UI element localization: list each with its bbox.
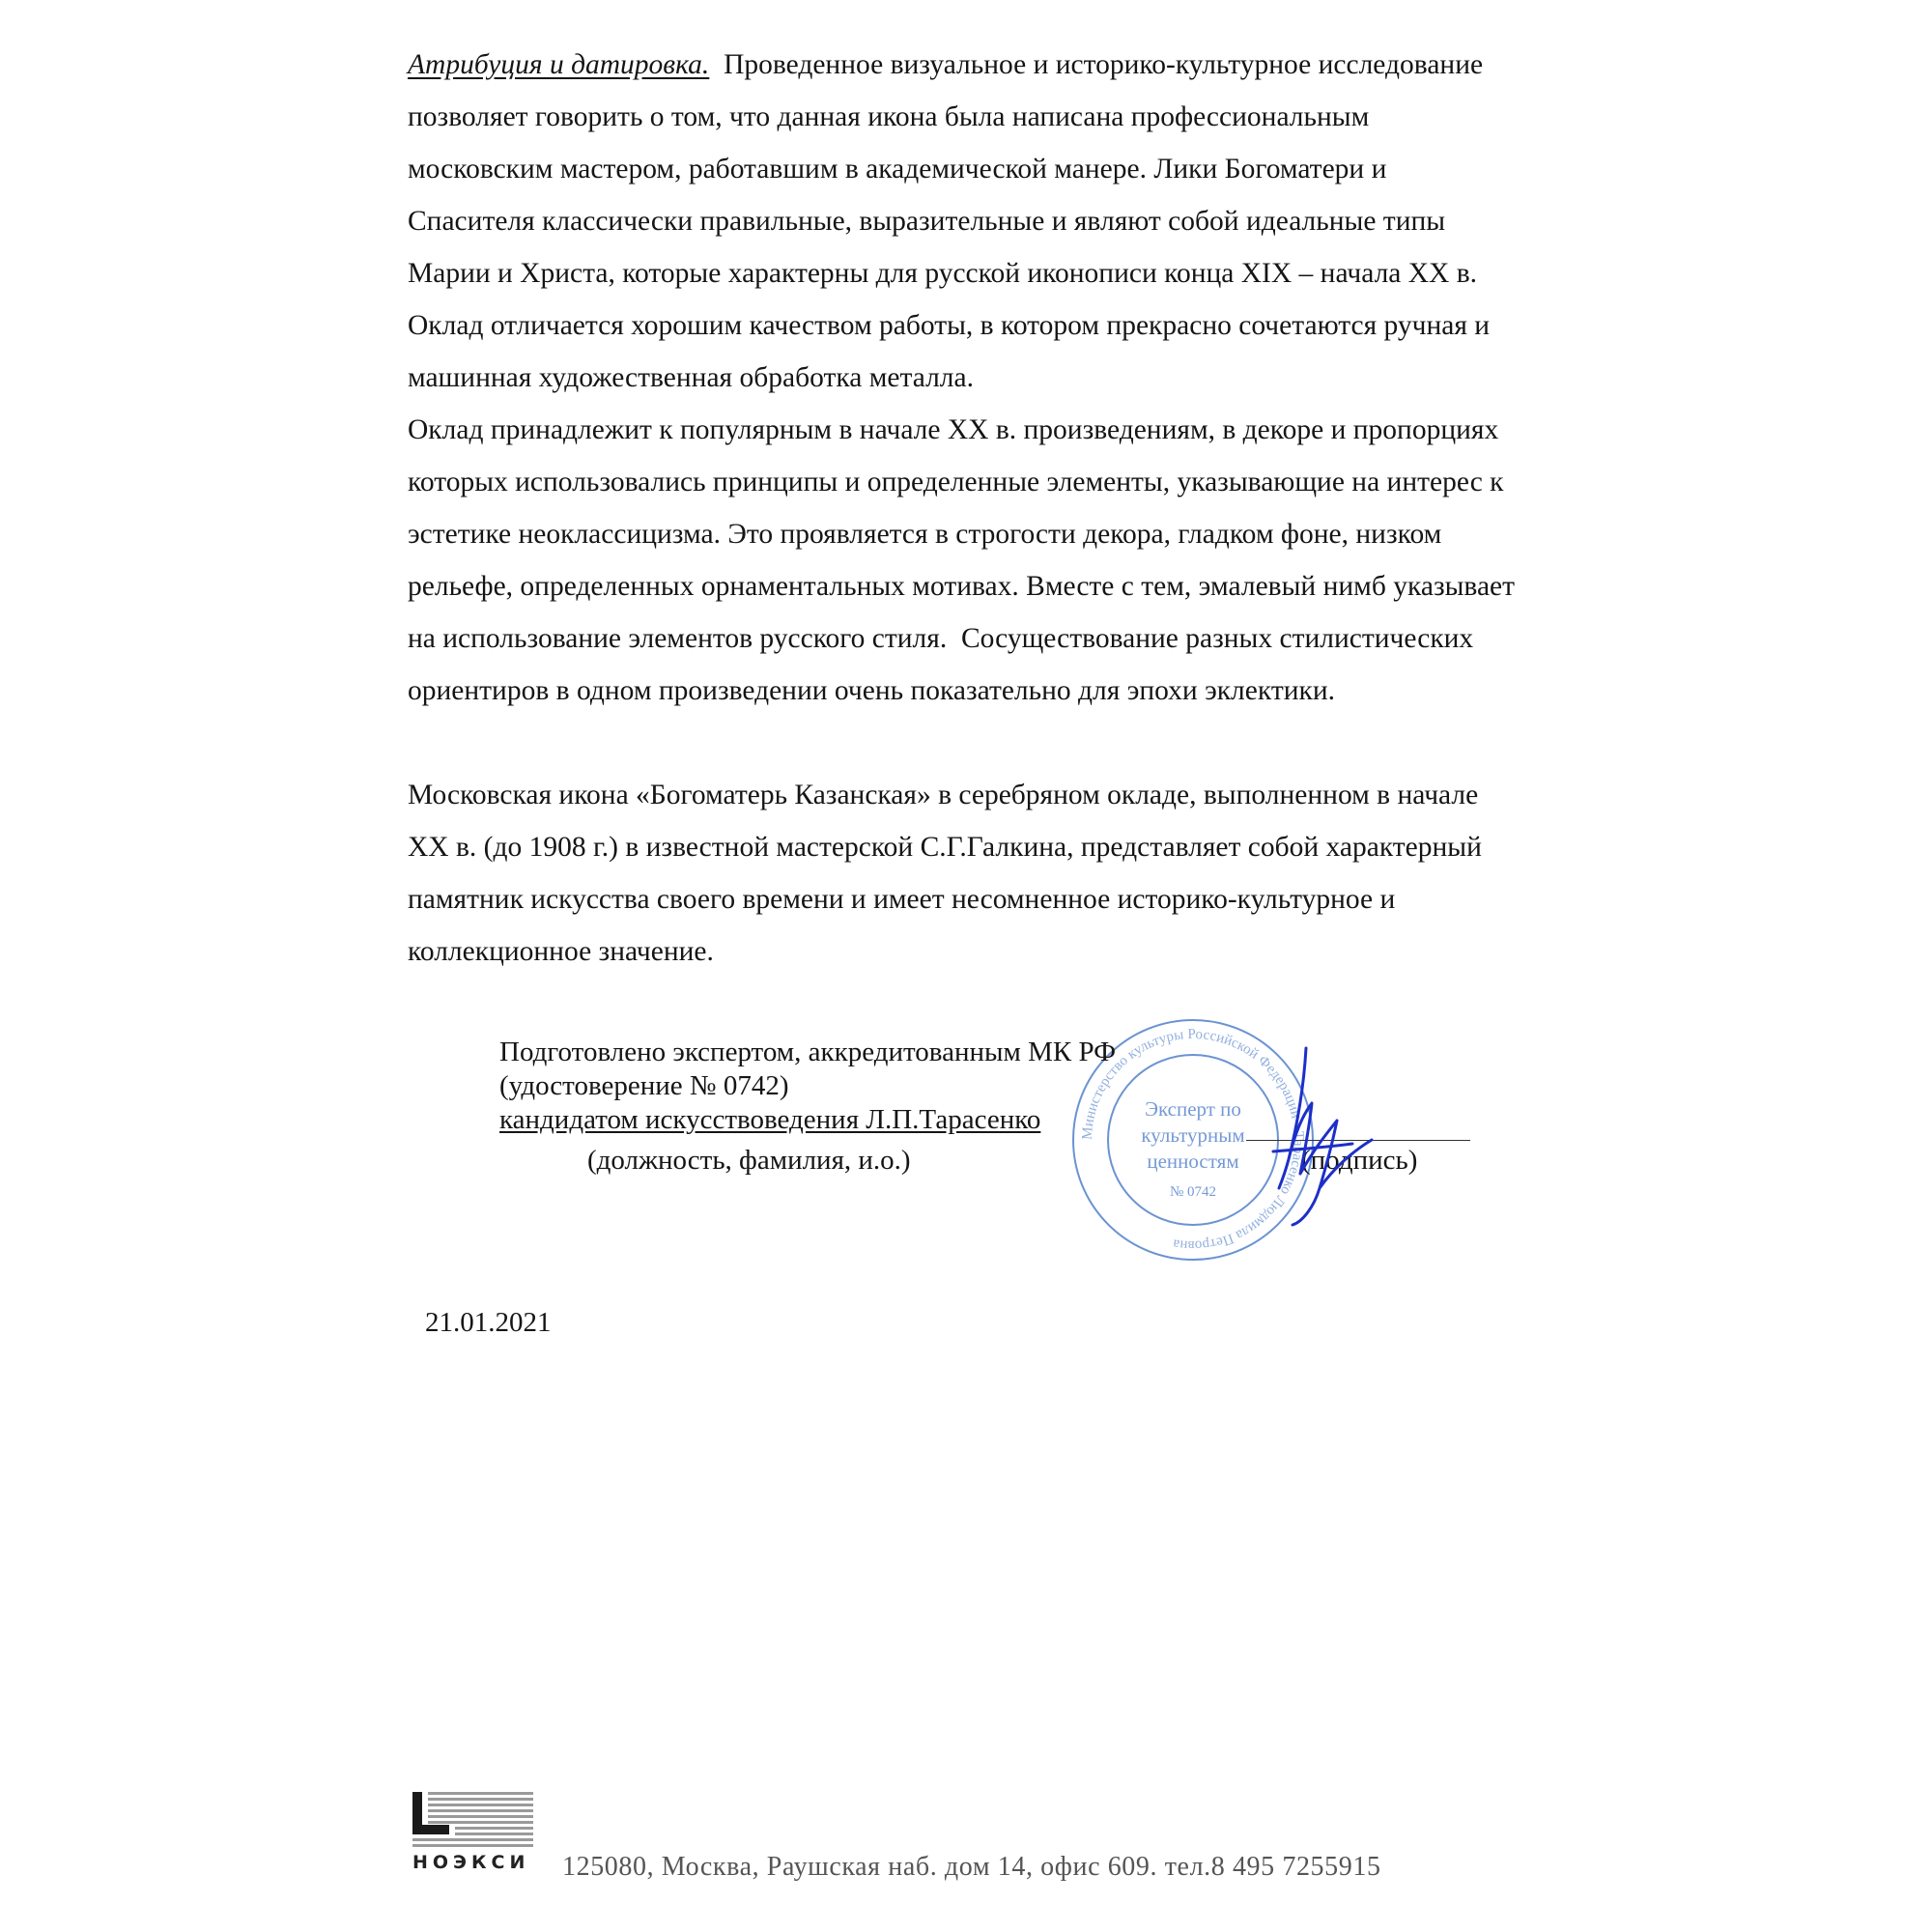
signature-caption: (подпись)	[1301, 1145, 1418, 1176]
noeksi-logo	[412, 1792, 533, 1871]
paragraph-line: памятник искусства своего времени и имеет несомненное историко-культурное и	[408, 884, 1396, 915]
stamp-number: № 0742	[1169, 1184, 1217, 1200]
paragraph-line: на использование элементов русского стиля. Сосуществование разных стилистических	[408, 623, 1474, 654]
paragraph-line: XX в. (до 1908 г.) в известной мастерской С.Г.Галкина, представляет собой характерный	[408, 832, 1482, 863]
prepared-by-text: Подготовлено экспертом, аккредитованным МК РФ	[499, 1037, 1116, 1067]
paragraph-line: машинная художественная обработка металла.	[408, 362, 974, 393]
logo-bars-icon	[412, 1792, 533, 1848]
handwritten-signature-icon	[1256, 1043, 1401, 1227]
stamp-center-line: культурным	[1141, 1123, 1245, 1147]
position-caption: (должность, фамилия, и.о.)	[587, 1145, 911, 1176]
document-date: 21.01.2021	[425, 1307, 552, 1338]
paragraph-line: Московская икона «Богоматерь Казанская» в серебряном окладе, выполненном в начале	[408, 780, 1479, 810]
stamp-center-line: ценностям	[1147, 1150, 1239, 1173]
paragraph-line: московским мастером, работавшим в академической манере. Лики Богоматери и	[408, 154, 1387, 185]
paragraph-line: Оклад отличается хорошим качеством работы, в котором прекрасно сочетаются ручная и	[408, 310, 1491, 341]
expert-name: кандидатом искусствоведения Л.П.Тарасенко	[499, 1104, 1041, 1135]
paragraph-attribution	[408, 39, 1586, 404]
paragraph-line: Оклад принадлежит к популярным в начале XX в. произведениям, в декоре и пропорциях	[408, 414, 1499, 445]
paragraph-line: рельефе, определенных орнаментальных мотивах. Вместе с тем, эмалевый нимб указывает	[408, 571, 1516, 602]
certificate-text: (удостоверение № 0742)	[499, 1070, 789, 1101]
signature-block	[499, 1036, 1116, 1137]
footer-address: 125080, Москва, Раушская наб. дом 14, офис 609. тел.8 495 7255915	[562, 1852, 1381, 1882]
paragraph-line: позволяет говорить о том, что данная икона была написана профессиональным	[408, 101, 1370, 132]
section-heading: Атрибуция и датировка.	[408, 49, 710, 80]
paragraph-oklad	[408, 404, 1586, 717]
logo-text: НОЭКСИ	[412, 1852, 530, 1873]
stamp-ring-text: Министерство культуры Российской Федерации • Тарасенко Людмила Петровна	[1079, 1026, 1307, 1254]
paragraph-line: эстетике неоклассицизма. Это проявляется в строгости декора, гладком фоне, низком	[408, 519, 1442, 550]
paragraph-line: Марии и Христа, которые характерны для русской иконописи конца XIX – начала XX в.	[408, 258, 1478, 289]
paragraph-conclusion	[408, 769, 1586, 978]
paragraph-line: которых использовались принципы и определенные элементы, указывающие на интерес к	[408, 467, 1504, 497]
paragraph-line: коллекционное значение.	[408, 936, 714, 967]
paragraph-line: Спасителя классически правильные, выразительные и являют собой идеальные типы	[408, 206, 1446, 237]
stamp-center-line: Эксперт по	[1145, 1097, 1241, 1121]
paragraph-line: ориентиров в одном произведении очень показательно для эпохи эклектики.	[408, 675, 1335, 706]
paragraph-line: Атрибуция и датировка. Проведенное визуальное и историко-культурное исследование	[408, 49, 1484, 80]
